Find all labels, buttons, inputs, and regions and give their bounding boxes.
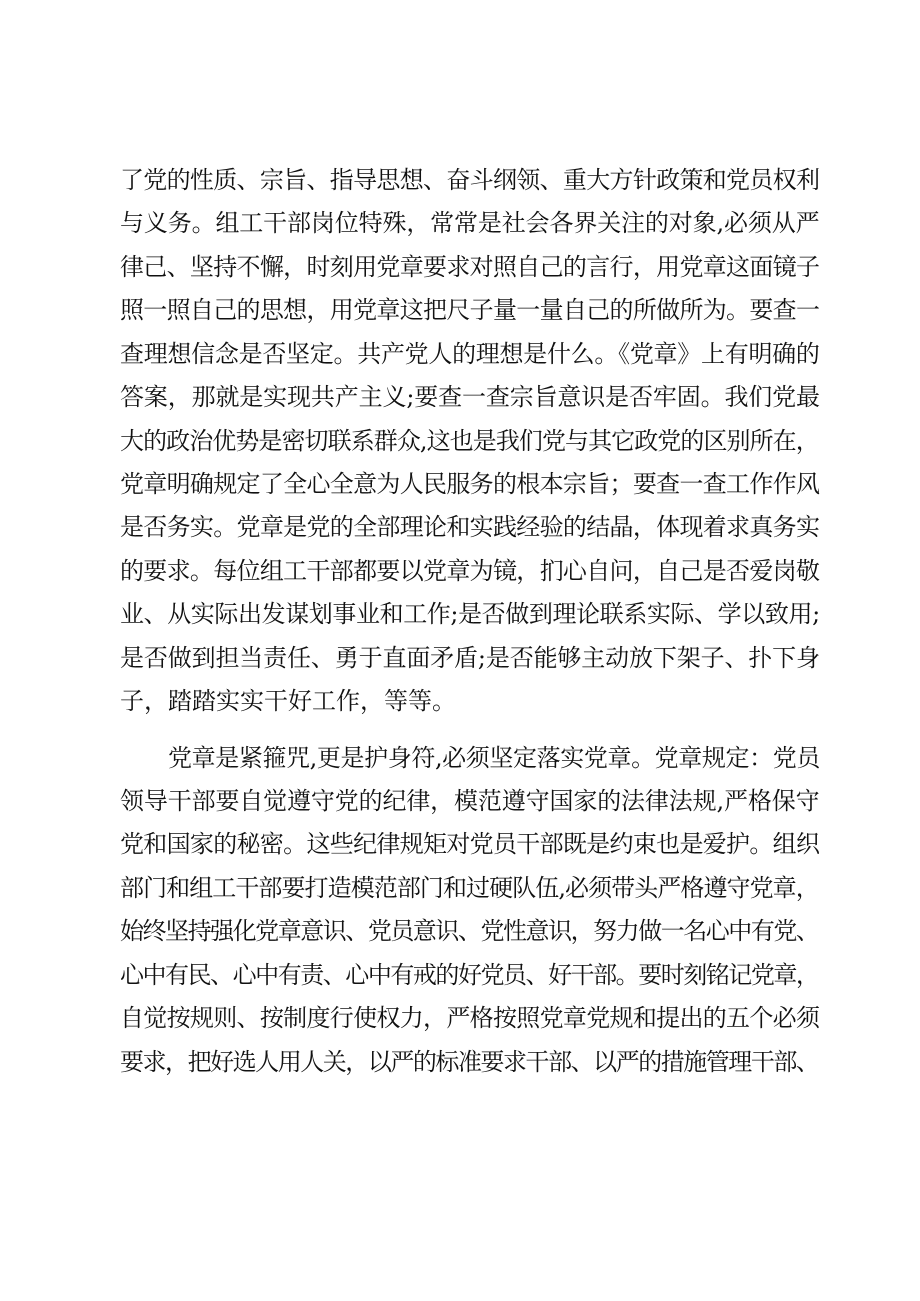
paragraph-2-line-3: 党和国家的秘密。这些纪律规矩对党员干部既是约束也是爱护。组织: [120, 830, 820, 858]
paragraph-2-line-5: 始终坚持强化党章意识、党员意识、党性意识，努力做一名心中有党、: [120, 917, 819, 945]
paragraph-1-line-2: 与义务。组工干部岗位特殊，常常是社会各界关注的对象,必须从严: [120, 209, 820, 237]
paragraph-1-line-11: 业、从实际出发谋划事业和工作;是否做到理论联系实际、学以致用;: [120, 600, 820, 628]
paragraph-1-line-1: 了党的性质、宗旨、指导思想、奋斗纲领、重大方针政策和党员权利: [120, 166, 820, 194]
paragraph-1-line-6: 答案，那就是实现共产主义;要查一查宗旨意识是否牢固。我们党最: [120, 383, 820, 411]
paragraph-1-line-12: 是否做到担当责任、勇于直面矛盾;是否能够主动放下架子、扑下身: [120, 644, 820, 672]
paragraph-2-line-7: 自觉按规则、按制度行使权力，严格按照党章党规和提出的五个必须: [120, 1004, 820, 1032]
paragraph-1-line-7: 大的政治优势是密切联系群众,这也是我们党与其它政党的区别所在，: [120, 427, 819, 455]
paragraph-1-line-4: 照一照自己的思想，用党章这把尺子量一量自己的所做所为。要查一: [120, 296, 820, 324]
document-body: [120, 0, 820, 1301]
paragraph-1-line-3: 律己、坚持不懈，时刻用党章要求对照自己的言行，用党章这面镜子: [120, 253, 820, 281]
paragraph-2-line-4: 部门和组工干部要打造模范部门和过硬队伍,必须带头严格遵守党章，: [120, 874, 819, 902]
paragraph-2-line-1: 党章是紧箍咒,更是护身符,必须坚定落实党章。党章规定：党员: [168, 744, 820, 772]
paragraph-2-line-8: 要求，把好选人用人关，以严的标准要求干部、以严的措施管理干部、: [120, 1048, 819, 1076]
paragraph-1-line-8: 党章明确规定了全心全意为人民服务的根本宗旨；要查一查工作作风: [120, 470, 820, 498]
paragraph-1-line-10: 的要求。每位组工干部都要以党章为镜，扪心自问，自己是否爱岗敬: [120, 557, 820, 585]
paragraph-2-line-2: 领导干部要自觉遵守党的纪律，模范遵守国家的法律法规,严格保守: [120, 787, 820, 815]
paragraph-1-line-9: 是否务实。党章是党的全部理论和实践经验的结晶，体现着求真务实: [120, 513, 820, 541]
paragraph-1-line-5: 查理想信念是否坚定。共产党人的理想是什么。《党章》上有明确的: [120, 340, 820, 368]
paragraph-2-line-6: 心中有民、心中有责、心中有戒的好党员、好干部。要时刻铭记党章，: [120, 961, 819, 989]
paragraph-1-line-13: 子，踏踏实实干好工作，等等。: [120, 687, 456, 715]
